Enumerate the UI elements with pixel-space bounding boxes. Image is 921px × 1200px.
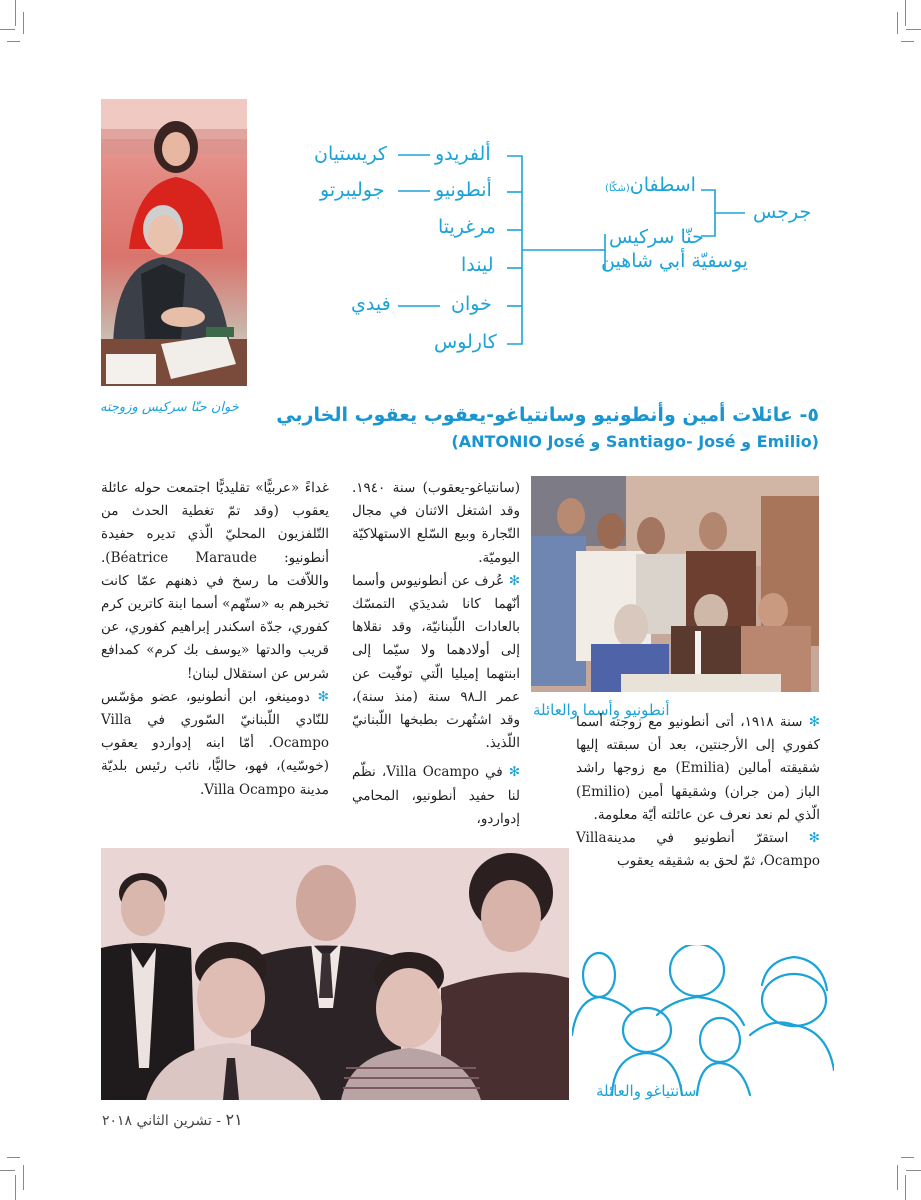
tree-child-linda: ليندا: [461, 254, 494, 276]
paragraph: ✻ استقرّ أنطونيو في مدينةVilla Ocampo، ثمّ لحق به شقيقه يعقوب: [576, 830, 820, 870]
crop-mark: [901, 1157, 914, 1158]
crop-mark: [23, 12, 24, 34]
crop-mark: [906, 29, 921, 30]
family-tree-lines: [300, 130, 830, 370]
crop-mark: [897, 1165, 898, 1190]
paragraph: ✻ في Villa Ocampo، نظّم لنا حفيد أنطونيو، المحامي إدواردو،: [352, 764, 521, 827]
couple-photo-caption: خوان حنّا سركيس وزوجته: [100, 400, 239, 415]
asterisk-icon: ✻: [309, 688, 329, 705]
family-photo-illustration: [101, 848, 569, 1100]
tree-child-alfredo: ألفريدو: [435, 143, 491, 165]
family-photo-caption: سانتياغو والعائلة: [596, 1082, 697, 1100]
crop-mark: [15, 1175, 16, 1200]
section-title: ٥- عائلات أمين وأنطونيو وسانتياغو-يعقوب يعقوب الخاربي: [276, 404, 819, 426]
tree-child-antonio: أنطونيو: [435, 179, 492, 201]
couple-photo: [101, 99, 247, 386]
figure-head: [670, 945, 724, 996]
asterisk-icon: ✻: [502, 764, 521, 781]
tree-spouse-juliberto: جوليبرتو: [320, 179, 385, 201]
crop-mark: [905, 1175, 906, 1200]
figure-head: [583, 953, 615, 997]
group-photo-caption: أنطونيو وأسما والعائلة: [533, 701, 670, 719]
asterisk-icon: ✻: [802, 714, 821, 730]
tree-istfan: [605, 176, 696, 195]
paragraph: غداءً «عربيًّا» تقليديًّا اجتمعت حوله عائلة يعقوب (وقد تمّ تغطية الحدث من التّلفزيون المحليّ الّذي تديره حفيدة أنطونيو: Béatrice Maraude). واللاّفت ما رسخ في ذهنهم عمّا كانت تخبرهم به «ستّهم» أسما ابنة كاترين كرم كفوري، جدّة اسكندر إبراهيم كفوري، عن قريب والدتها «يوسف بك كرم» كمدافع شرس عن استقلال لبنان!: [101, 480, 329, 682]
crop-mark: [23, 1165, 24, 1190]
tree-line-children: [507, 156, 522, 344]
group-photo: [531, 476, 819, 692]
family-line-art: [572, 945, 834, 1105]
paragraph: (سانتياغو-يعقوب) سنة ١٩٤٠. وقد اشتغل الاثنان في مجال التّجارة وبيع السّلع الاستهلاكيّة اليوميّة.: [352, 480, 520, 566]
tree-child-juan: خوان: [451, 293, 492, 315]
tree-child-margarita: مرغريتا: [438, 216, 496, 238]
crop-mark: [905, 0, 906, 26]
couple-photo-illustration: [101, 99, 247, 386]
page-footer: [102, 1110, 243, 1129]
tree-spouse-christian: كريستيان: [314, 143, 387, 165]
tree-hanna: حنّا سركيس: [609, 226, 704, 248]
crop-mark: [7, 1157, 20, 1158]
paragraph: ✻ دومينغو، ابن أنطونيو، عضو مؤسّس للنّادي اللّبنانيّ السّوري في Villa Ocampo. أمّا ابنه إدواردو يعقوب (خوسّيه)، فهو، حاليًّا، نائب رئيس بلديّة مدينة Villa Ocampo.: [101, 688, 329, 798]
figure-head: [700, 1018, 740, 1062]
paragraph: ✻ عُرف عن أنطونيوس وأسما أنّهما كانا شديدَي التمسّك بالعادات اللّبنانيّة، وقد نقلاها إلى أولادهما ولا سيّما إلى ابنتهما إميليا الّتي توفّيت عن عمر الـ٩٨ سنة (منذ سنة)، وقد اشتُهرت بطبخها اللّبنانيّ اللّذيذ.: [352, 572, 521, 752]
tree-spouse: يوسفيّة أبي شاهين: [601, 250, 748, 272]
tree-spouse-fidi: فيدي: [351, 293, 391, 315]
issue-date: - تشرين الثاني ٢٠١٨: [102, 1113, 222, 1129]
figure-head: [762, 974, 826, 1026]
tree-istfan-note: (شكّا): [605, 183, 630, 194]
column-right: [576, 711, 820, 873]
crop-mark: [906, 1170, 921, 1171]
group-photo-illustration: [531, 476, 819, 692]
crop-mark: [0, 29, 15, 30]
column-left: [101, 477, 329, 802]
crop-mark: [15, 0, 16, 26]
page-number: ٢١: [225, 1110, 243, 1129]
asterisk-icon: ✻: [788, 830, 820, 847]
paragraph: ✻ سنة ١٩١٨، أتى أنطونيو مع زوجته أسما كفوري إلى الأرجنتين، بعد أن سبقته إليها شقيقته أمالين (Emilia) مع زوجها راشد الباز (من جران) وشقيقها أمين (Emilio) الّذي لم نعد نعرف عن عائلته أيّة معلومة.: [576, 714, 821, 823]
tree-istfan-name: اسطفان: [629, 174, 696, 196]
figure-head: [623, 1008, 671, 1052]
tree-root: جرجس: [753, 201, 812, 223]
crop-mark: [7, 41, 20, 42]
crop-mark: [0, 1170, 15, 1171]
family-photo: [101, 848, 569, 1100]
asterisk-icon: ✻: [504, 572, 521, 589]
section-subtitle: (ANTONIO José و Santiago- José و Emilio): [451, 432, 819, 451]
crop-mark: [897, 12, 898, 34]
column-middle: [352, 477, 520, 831]
tree-child-carlos: كارلوس: [434, 331, 497, 353]
crop-mark: [901, 41, 914, 42]
